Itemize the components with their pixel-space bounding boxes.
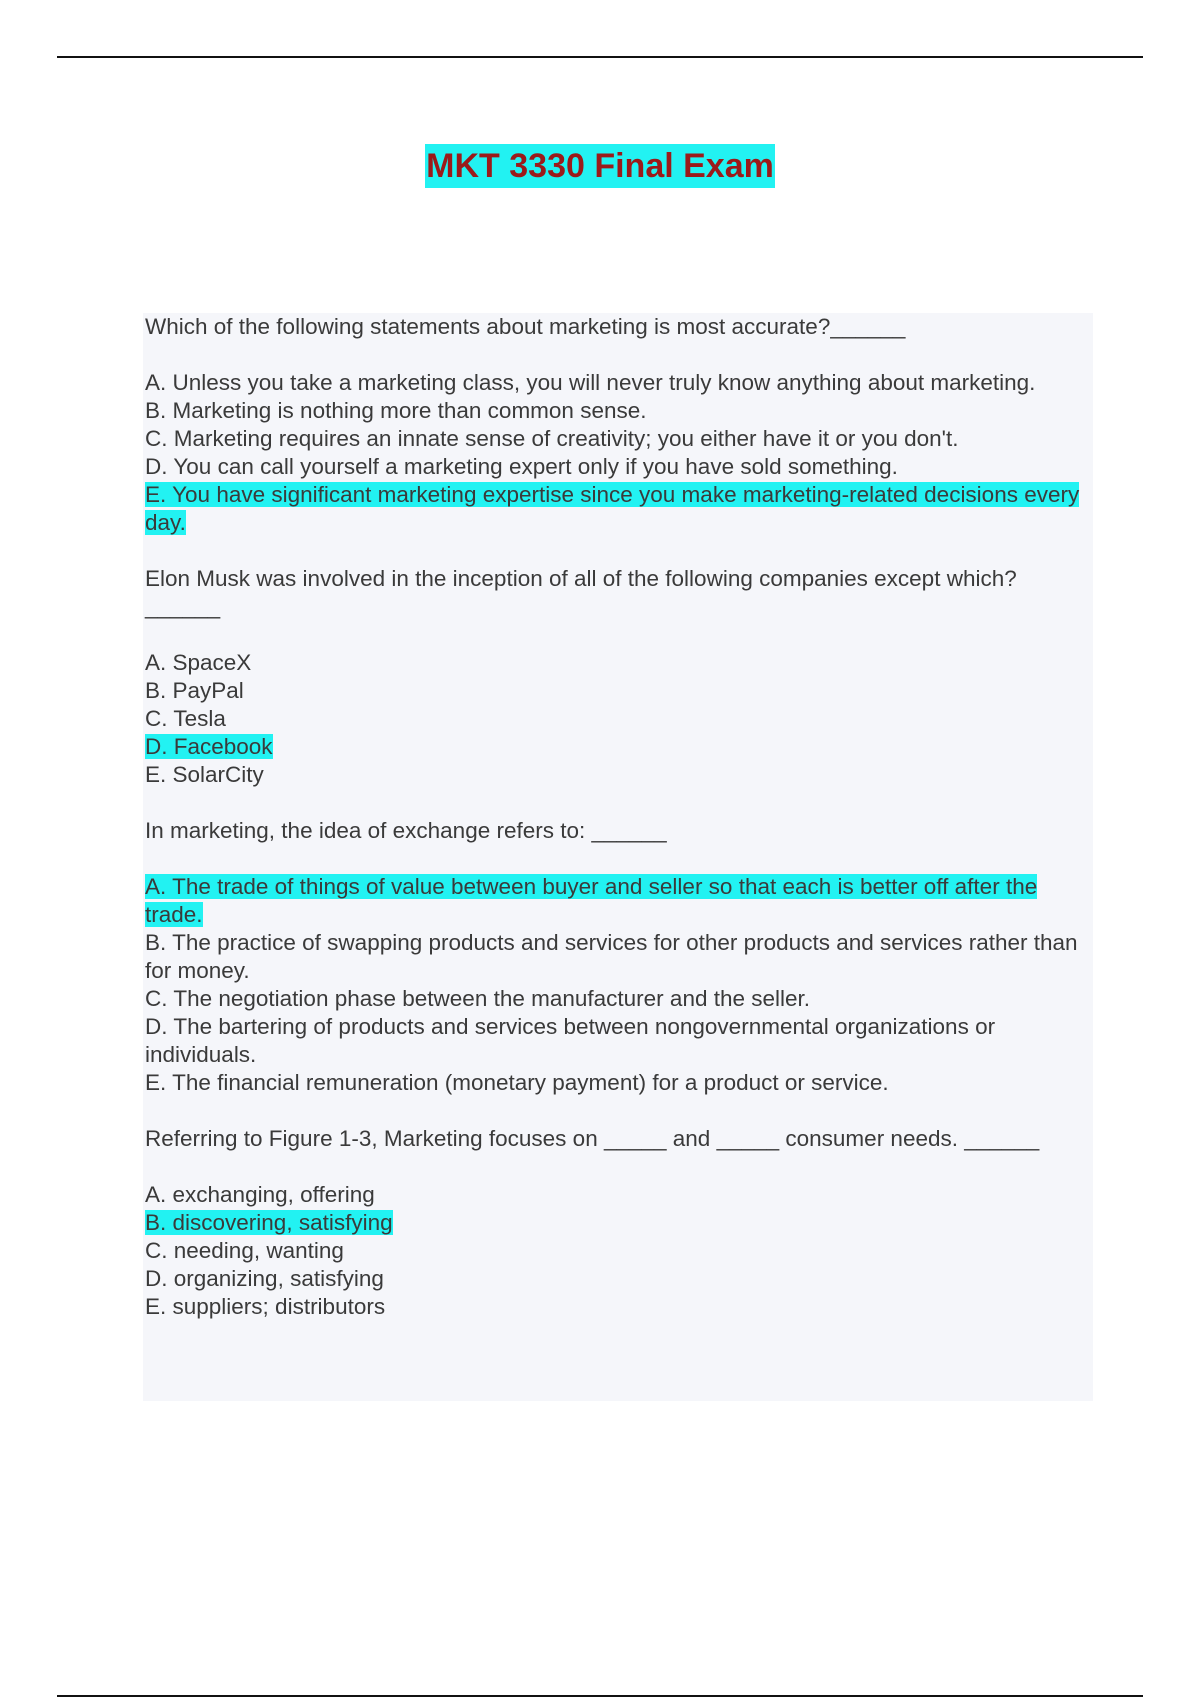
- option-text: D. organizing, satisfying: [145, 1266, 384, 1291]
- option-e: [145, 1069, 1091, 1097]
- option-c: [145, 705, 1091, 733]
- option-text: B. The practice of swapping products and services for other products and services rather than for money.: [145, 930, 1078, 983]
- option-b: [145, 929, 1091, 985]
- top-rule: [57, 56, 1143, 58]
- highlighted-answer: A. The trade of things of value between buyer and seller so that each is better off after the trade.: [145, 874, 1038, 927]
- option-d-correct: [145, 733, 1091, 761]
- option-d: [145, 1265, 1091, 1293]
- question-prompt: In marketing, the idea of exchange refers to: ______: [145, 818, 667, 843]
- option-text: C. Tesla: [145, 706, 226, 731]
- option-c: [145, 425, 1091, 453]
- option-d: [145, 1013, 1091, 1069]
- question-3: [145, 817, 1091, 1097]
- option-b: [145, 677, 1091, 705]
- option-text: E. SolarCity: [145, 762, 264, 787]
- highlighted-answer: D. Facebook: [145, 734, 273, 759]
- option-e-correct: [145, 481, 1091, 537]
- document-title: MKT 3330 Final Exam: [425, 144, 775, 188]
- option-a: [145, 649, 1091, 677]
- option-e: [145, 761, 1091, 789]
- option-a-correct: [145, 873, 1091, 929]
- option-c: [145, 985, 1091, 1013]
- option-b: [145, 397, 1091, 425]
- bottom-rule: [57, 1695, 1143, 1697]
- question-prompt: Referring to Figure 1-3, Marketing focuses on _____ and _____ consumer needs. ______: [145, 1126, 1040, 1151]
- question-1: [145, 313, 1091, 537]
- highlighted-answer: B. discovering, satisfying: [145, 1210, 393, 1235]
- option-text: C. needing, wanting: [145, 1238, 344, 1263]
- option-text: A. Unless you take a marketing class, you will never truly know anything about marketing.: [145, 370, 1036, 395]
- option-text: A. SpaceX: [145, 650, 252, 675]
- option-b-correct: [145, 1209, 1091, 1237]
- question-prompt: Elon Musk was involved in the inception of all of the following companies except which? ______: [145, 566, 1017, 619]
- option-text: E. suppliers; distributors: [145, 1294, 386, 1319]
- option-text: C. Marketing requires an innate sense of creativity; you either have it or you don't.: [145, 426, 959, 451]
- question-2: [145, 565, 1091, 789]
- exam-content: [143, 313, 1093, 1401]
- question-prompt: Which of the following statements about marketing is most accurate?______: [145, 314, 906, 339]
- option-text: C. The negotiation phase between the manufacturer and the seller.: [145, 986, 811, 1011]
- option-text: D. The bartering of products and services between nongovernmental organizations or individuals.: [145, 1014, 996, 1067]
- title-container: [0, 144, 1200, 188]
- option-d: [145, 453, 1091, 481]
- option-text: D. You can call yourself a marketing expert only if you have sold something.: [145, 454, 898, 479]
- option-c: [145, 1237, 1091, 1265]
- option-text: A. exchanging, offering: [145, 1182, 375, 1207]
- question-4: [145, 1125, 1091, 1321]
- option-text: E. The financial remuneration (monetary payment) for a product or service.: [145, 1070, 889, 1095]
- option-text: B. PayPal: [145, 678, 244, 703]
- option-a: [145, 369, 1091, 397]
- option-a: [145, 1181, 1091, 1209]
- option-e: [145, 1293, 1091, 1321]
- option-text: B. Marketing is nothing more than common sense.: [145, 398, 647, 423]
- highlighted-answer: E. You have significant marketing expertise since you make marketing-related decisions every day.: [145, 482, 1080, 535]
